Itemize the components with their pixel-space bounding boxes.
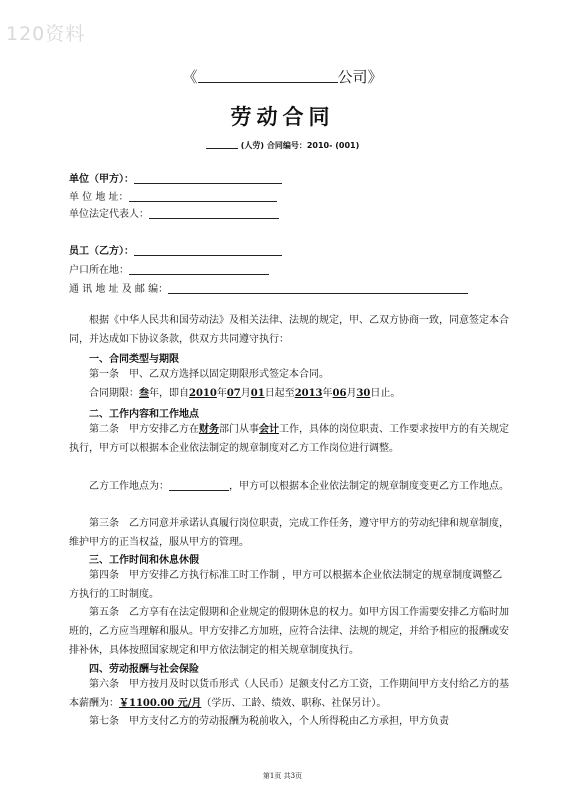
section-2-heading: 二、工作内容和工作地点 bbox=[89, 409, 199, 420]
contract-number bbox=[0, 140, 565, 151]
article-2 bbox=[69, 420, 511, 458]
contract-number-blank bbox=[206, 140, 238, 149]
section-4-heading: 四、劳动报酬与社会保险 bbox=[89, 664, 199, 675]
article-6 bbox=[69, 675, 511, 713]
party-a-address-label: 单 位 地 址： bbox=[69, 192, 129, 203]
term-start-day: 01 bbox=[250, 388, 265, 399]
article-5 bbox=[69, 603, 511, 660]
section-1-heading: 一、合同类型与期限 bbox=[89, 354, 179, 365]
article-2-text-a: 第二条 甲方安排乙方在 bbox=[89, 424, 199, 435]
contract-number-text: (人劳) 合同编号：2010- (001) bbox=[240, 141, 360, 150]
watermark: 120资料 bbox=[6, 23, 86, 45]
page-footer: 第1页 共3页 bbox=[262, 772, 303, 780]
company-name-blank bbox=[198, 67, 338, 83]
workplace-text-b: ，甲方可以根据本企业依法制定的规章制度变更乙方工作地点。 bbox=[229, 481, 509, 492]
article-6-text-b: （学历、工龄、绩效、职称、社保另计）。 bbox=[201, 698, 387, 709]
intro-paragraph bbox=[69, 311, 511, 349]
article-6-salary: ￥1100.00 元/月 bbox=[119, 698, 202, 709]
term-year-char-2: 年 bbox=[322, 388, 333, 399]
article-2-dept: 财务 bbox=[199, 424, 219, 435]
term-year-label: 年，即自 bbox=[149, 388, 189, 399]
term-start-month: 07 bbox=[226, 388, 241, 399]
contract-term bbox=[69, 384, 511, 403]
workplace-paragraph bbox=[69, 477, 511, 496]
article-2-text-c: 工作，具体的岗位职责、工作要求按甲方的有关规定执行，甲方可以根据本企业依法制定的规章制度对乙方工作岗位进行调整。 bbox=[69, 424, 509, 454]
term-mid: 日起至 bbox=[264, 388, 295, 399]
party-b-hukou-row bbox=[69, 261, 269, 276]
article-3-text: 第三条 乙方同意并承诺认真履行岗位职责，完成工作任务，遵守甲方的劳动纪律和规章制度，维护甲方的正当权益，服从甲方的管理。 bbox=[69, 518, 509, 548]
party-b-contact-row bbox=[69, 280, 468, 295]
party-b-hukou-blank bbox=[129, 264, 269, 275]
term-prefix: 合同期限： bbox=[89, 388, 139, 399]
article-2-job: 会计 bbox=[259, 424, 279, 435]
article-6-text-a: 第六条 甲方按月及时以货币形式（人民币）足额支付乙方工资，工作期间甲方支付给乙方的基本薪酬为： bbox=[69, 679, 509, 709]
party-b-name-blank bbox=[134, 245, 282, 256]
article-3 bbox=[69, 514, 511, 552]
article-5-text: 第五条 乙方享有在法定假期和企业规定的假期休息的权力。如甲方因工作需要安排乙方临时加班的，乙方应当理解和服从。甲方安排乙方加班，应符合法律、法规的规定，并给予相应的报酬或安排补休，具体按照国家规定和甲方依法制定的相关规章制度执行。 bbox=[69, 607, 509, 656]
document-title: 劳动合同 bbox=[230, 105, 335, 129]
term-end-month: 06 bbox=[332, 388, 347, 399]
article-1-text: 第一条 甲、乙双方选择以固定期限形式签定本合同。 bbox=[89, 369, 329, 380]
header-open: 《 bbox=[182, 68, 198, 86]
party-b-heading-row bbox=[69, 242, 282, 257]
intro-text: 根据《中华人民共和国劳动法》及相关法律、法规的规定，甲、乙双方协商一致，同意签定本合同，并达成如下协议条款，供双方共同遵守执行： bbox=[69, 315, 509, 345]
article-4 bbox=[69, 566, 511, 604]
party-a-name-blank bbox=[134, 173, 282, 184]
term-end: 日止。 bbox=[370, 388, 401, 399]
term-start-year: 2010 bbox=[189, 388, 217, 399]
party-a-address-row bbox=[69, 188, 277, 203]
article-4-text: 第四条 甲方安排乙方执行标准工时工作制 ，甲方可以根据本企业依法制定的规章制度调整乙方执行的工时制度。 bbox=[69, 570, 503, 600]
party-b-contact-label: 通 讯 地 址 及 邮 编： bbox=[69, 284, 169, 295]
term-end-day: 30 bbox=[356, 388, 371, 399]
party-a-rep-blank bbox=[149, 208, 279, 219]
workplace-blank bbox=[169, 480, 229, 491]
term-month-char: 月 bbox=[240, 388, 251, 399]
term-year-char: 年 bbox=[216, 388, 227, 399]
header-company-suffix: 公司》 bbox=[337, 68, 383, 86]
term-end-year: 2013 bbox=[294, 388, 323, 399]
term-years: 叁 bbox=[139, 388, 149, 399]
party-b-hukou-label: 户口所在地： bbox=[69, 265, 129, 276]
party-b-contact-blank bbox=[168, 283, 468, 294]
party-a-heading: 单位（甲方）： bbox=[69, 174, 134, 185]
party-a-heading-row bbox=[69, 170, 282, 185]
article-7-text: 第七条 甲方支付乙方的劳动报酬为税前收入，个人所得税由乙方承担，甲方负责 bbox=[89, 716, 449, 727]
company-header bbox=[0, 66, 565, 87]
article-1 bbox=[69, 365, 511, 384]
section-3-heading: 三、工作时间和休息休假 bbox=[89, 555, 199, 566]
party-a-address-blank bbox=[129, 191, 277, 202]
article-2-text-b: 部门从事 bbox=[219, 424, 259, 435]
party-b-heading: 员工（乙方）： bbox=[69, 246, 134, 257]
workplace-text-a: 乙方工作地点为： bbox=[89, 481, 169, 492]
party-a-rep-label: 单位法定代表人： bbox=[69, 209, 149, 220]
term-month-char-2: 月 bbox=[346, 388, 357, 399]
party-a-rep-row bbox=[69, 205, 279, 220]
article-7 bbox=[69, 712, 511, 731]
